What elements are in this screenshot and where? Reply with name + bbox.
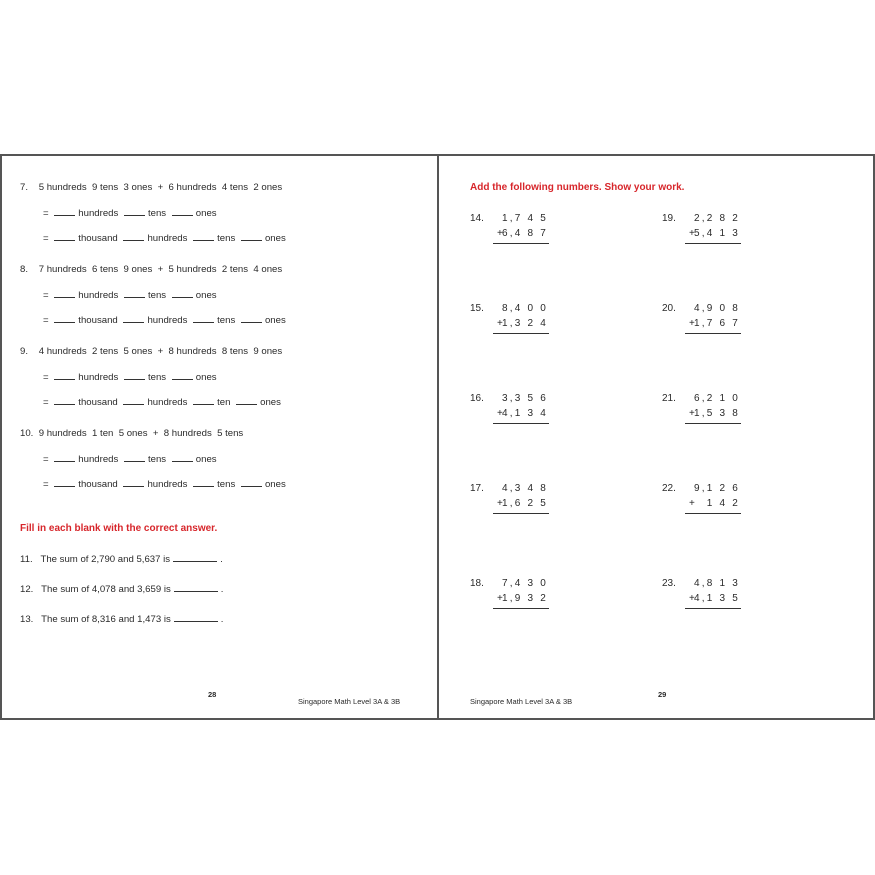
unit-label: thousand <box>78 479 118 490</box>
answer-blank[interactable] <box>124 289 145 298</box>
period: . <box>220 554 223 565</box>
period: . <box>220 614 224 625</box>
unit-label: ten <box>217 397 231 408</box>
problem-9-line-2 <box>43 396 281 409</box>
addition-problem <box>470 213 570 247</box>
answer-blank[interactable] <box>123 232 144 241</box>
addend-top: 2,2 8 2 <box>694 213 740 224</box>
problem-prompt: 9 hundreds 1 ten 5 ones + 8 hundreds 5 tens <box>38 428 244 439</box>
problem-prompt: 7 hundreds 6 tens 9 ones + 5 hundreds 2 tens 4 ones <box>38 264 283 275</box>
answer-blank[interactable] <box>193 478 214 487</box>
answer-blank[interactable] <box>123 478 144 487</box>
addition-problem <box>662 578 762 612</box>
addition-problem <box>470 578 570 612</box>
problem-number: 7. <box>20 182 29 193</box>
addend-bottom: 1,9 3 2 <box>502 593 548 604</box>
unit-label: thousand <box>78 233 118 244</box>
answer-blank[interactable] <box>54 314 75 323</box>
problem-7 <box>20 182 282 194</box>
fill-item-11 <box>20 553 223 566</box>
problem-prompt: 5 hundreds 9 tens 3 ones + 6 hundreds 4 tens 2 ones <box>38 182 283 193</box>
fill-item-text: The sum of 2,790 and 5,637 is <box>40 554 171 565</box>
addition-problem <box>662 393 762 427</box>
equals-sign: = <box>43 290 49 301</box>
plus-sign: + <box>497 408 503 419</box>
answer-line[interactable] <box>493 423 549 424</box>
problem-number: 11. <box>20 554 33 565</box>
problem-number: 14. <box>470 213 484 224</box>
equals-sign: = <box>43 208 49 219</box>
addend-top: 6,2 1 0 <box>694 393 740 404</box>
addend-bottom: 5,4 1 3 <box>694 228 740 239</box>
addition-problem <box>662 213 762 247</box>
page-footer: Singapore Math Level 3A & 3B <box>470 697 573 706</box>
addend-bottom: 1 4 2 <box>706 498 740 509</box>
fill-item-text: The sum of 8,316 and 1,473 is <box>41 614 171 625</box>
fill-item-text: The sum of 4,078 and 3,659 is <box>41 584 171 595</box>
unit-label: ones <box>195 372 217 383</box>
addend-bottom: 1,3 2 4 <box>502 318 548 329</box>
unit-label: hundreds <box>147 479 188 490</box>
problem-8-line-1 <box>43 289 217 302</box>
answer-line[interactable] <box>493 608 549 609</box>
fill-in-heading: Fill in each blank with the correct answer. <box>20 523 218 534</box>
answer-blank[interactable] <box>54 371 75 380</box>
answer-line[interactable] <box>685 513 741 514</box>
addition-problem <box>470 393 570 427</box>
problem-number: 10. <box>20 428 34 439</box>
plus-sign: + <box>689 593 695 604</box>
plus-sign: + <box>689 498 695 509</box>
plus-sign: + <box>689 408 695 419</box>
unit-label: thousand <box>78 397 118 408</box>
unit-label: ones <box>264 233 286 244</box>
answer-blank[interactable] <box>241 478 262 487</box>
problem-7-line-1 <box>43 207 217 220</box>
problem-7-line-2 <box>43 232 286 245</box>
plus-sign: + <box>497 318 503 329</box>
problem-number: 13. <box>20 614 34 625</box>
answer-blank[interactable] <box>54 207 75 216</box>
answer-line[interactable] <box>685 243 741 244</box>
unit-label: tens <box>147 454 167 465</box>
answer-blank[interactable] <box>124 453 145 462</box>
unit-label: tens <box>147 208 167 219</box>
fill-item-12 <box>20 583 223 596</box>
answer-blank[interactable] <box>173 553 217 562</box>
problem-number: 21. <box>662 393 676 404</box>
problem-prompt: 4 hundreds 2 tens 5 ones + 8 hundreds 8 tens 9 ones <box>38 346 283 357</box>
addition-problem <box>470 483 570 517</box>
unit-label: hundreds <box>78 290 119 301</box>
addition-problem <box>662 303 762 337</box>
problem-9 <box>20 346 282 358</box>
problem-number: 19. <box>662 213 676 224</box>
answer-blank[interactable] <box>193 232 214 241</box>
answer-blank[interactable] <box>174 613 218 622</box>
answer-line[interactable] <box>685 333 741 334</box>
problem-number: 16. <box>470 393 484 404</box>
unit-label: hundreds <box>78 372 119 383</box>
answer-blank[interactable] <box>193 314 214 323</box>
answer-blank[interactable] <box>174 583 218 592</box>
problem-number: 9. <box>20 346 29 357</box>
addend-bottom: 1,5 3 8 <box>694 408 740 419</box>
addend-top: 3,3 5 6 <box>502 393 548 404</box>
addend-top: 4,8 1 3 <box>694 578 740 589</box>
problem-number: 8. <box>20 264 29 275</box>
plus-sign: + <box>497 593 503 604</box>
plus-sign: + <box>689 318 695 329</box>
answer-blank[interactable] <box>241 314 262 323</box>
answer-line[interactable] <box>493 333 549 334</box>
problem-8-line-2 <box>43 314 286 327</box>
unit-label: tens <box>217 233 236 244</box>
problem-10-line-2 <box>43 478 286 491</box>
addend-bottom: 1,7 6 7 <box>694 318 740 329</box>
addend-bottom: 4,1 3 5 <box>694 593 740 604</box>
unit-label: hundreds <box>147 233 188 244</box>
answer-line[interactable] <box>685 608 741 609</box>
page-footer: Singapore Math Level 3A & 3B <box>298 697 401 706</box>
answer-blank[interactable] <box>172 453 193 462</box>
unit-label: hundreds <box>147 397 188 408</box>
unit-label: thousand <box>78 315 118 326</box>
addend-top: 9,1 2 6 <box>694 483 740 494</box>
plus-sign: + <box>689 228 695 239</box>
addend-top: 7,4 3 0 <box>502 578 548 589</box>
addend-top: 4,9 0 8 <box>694 303 740 314</box>
problem-number: 12. <box>20 584 34 595</box>
answer-blank[interactable] <box>241 232 262 241</box>
addend-bottom: 1,6 2 5 <box>502 498 548 509</box>
page-number: 28 <box>208 690 217 699</box>
answer-blank[interactable] <box>193 396 214 405</box>
problem-8 <box>20 264 282 276</box>
addition-problem <box>470 303 570 337</box>
problem-number: 23. <box>662 578 676 589</box>
unit-label: hundreds <box>78 454 119 465</box>
addition-heading: Add the following numbers. Show your work. <box>470 182 685 193</box>
problem-10 <box>20 428 243 440</box>
page-number: 29 <box>658 690 667 699</box>
problem-number: 17. <box>470 483 484 494</box>
problem-10-line-1 <box>43 453 217 466</box>
answer-blank[interactable] <box>54 232 75 241</box>
equals-sign: = <box>43 372 49 383</box>
unit-label: ones <box>195 290 217 301</box>
equals-sign: = <box>43 454 49 465</box>
answer-blank[interactable] <box>172 289 193 298</box>
plus-sign: + <box>497 498 503 509</box>
unit-label: ones <box>264 315 286 326</box>
answer-blank[interactable] <box>124 207 145 216</box>
equals-sign: = <box>43 479 49 490</box>
unit-label: ones <box>264 479 286 490</box>
addition-problem <box>662 483 762 517</box>
addend-top: 4,3 4 8 <box>502 483 548 494</box>
problem-number: 22. <box>662 483 676 494</box>
equals-sign: = <box>43 315 49 326</box>
answer-blank[interactable] <box>124 371 145 380</box>
unit-label: tens <box>147 290 167 301</box>
equals-sign: = <box>43 233 49 244</box>
period: . <box>220 584 224 595</box>
unit-label: hundreds <box>147 315 188 326</box>
problem-number: 15. <box>470 303 484 314</box>
answer-line[interactable] <box>493 513 549 514</box>
answer-blank[interactable] <box>54 453 75 462</box>
answer-blank[interactable] <box>54 289 75 298</box>
unit-label: ones <box>195 454 217 465</box>
answer-blank[interactable] <box>54 478 75 487</box>
addend-bottom: 4,1 3 4 <box>502 408 548 419</box>
answer-blank[interactable] <box>172 207 193 216</box>
unit-label: tens <box>147 372 167 383</box>
answer-blank[interactable] <box>172 371 193 380</box>
equals-sign: = <box>43 397 49 408</box>
answer-blank[interactable] <box>54 396 75 405</box>
addend-top: 1,7 4 5 <box>502 213 548 224</box>
answer-line[interactable] <box>493 243 549 244</box>
problem-9-line-1 <box>43 371 217 384</box>
answer-line[interactable] <box>685 423 741 424</box>
addend-bottom: 6,4 8 7 <box>502 228 548 239</box>
unit-label: ones <box>260 397 281 408</box>
unit-label: tens <box>217 479 236 490</box>
answer-blank[interactable] <box>123 396 144 405</box>
answer-blank[interactable] <box>236 396 257 405</box>
unit-label: tens <box>217 315 236 326</box>
problem-number: 18. <box>470 578 484 589</box>
answer-blank[interactable] <box>123 314 144 323</box>
plus-sign: + <box>497 228 503 239</box>
problem-number: 20. <box>662 303 676 314</box>
unit-label: hundreds <box>78 208 119 219</box>
unit-label: ones <box>195 208 217 219</box>
addend-top: 8,4 0 0 <box>502 303 548 314</box>
fill-item-13 <box>20 613 223 626</box>
